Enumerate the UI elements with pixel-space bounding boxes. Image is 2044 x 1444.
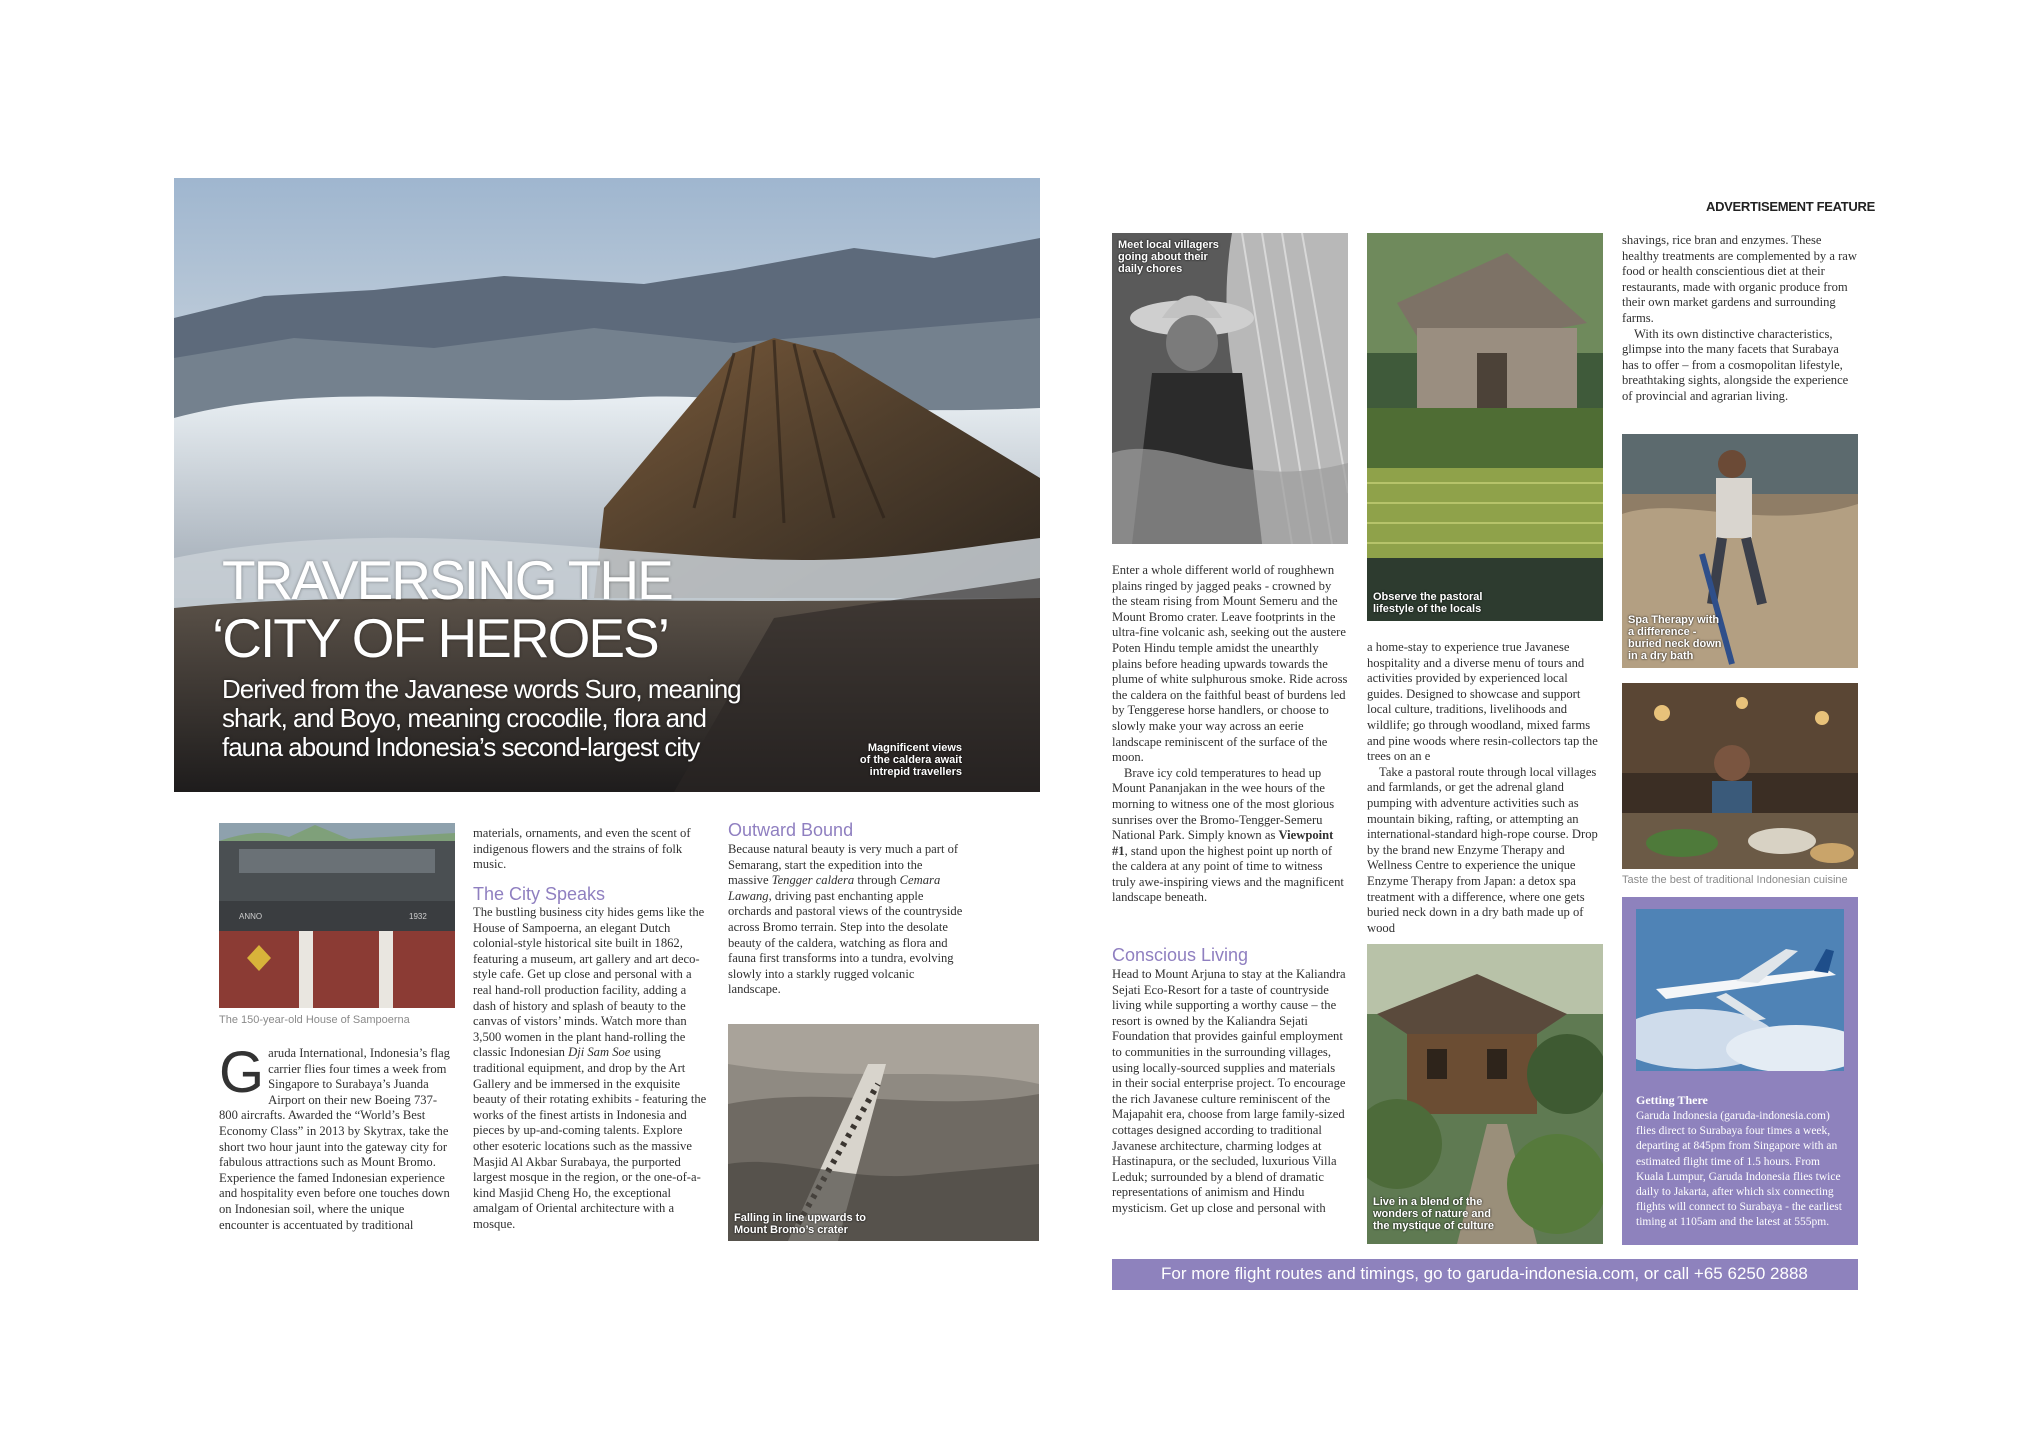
col4-paragraph-2 (1112, 766, 1348, 906)
hero-caption-line-3: intrepid travellers (869, 766, 962, 778)
hero-caption-line-2: of the caldera await (859, 754, 962, 766)
cottage-photo (1367, 944, 1603, 1244)
villager-caption-line-2: going about their (1118, 251, 1208, 263)
col3-italic-cemara: Cemara Lawang (728, 873, 941, 903)
col4-paragraph-3: Head to Mount Arjuna to stay at the Kaliandra Sejati Eco-Resort for a taste of countryside living while supporting a worthy cause – the resort is owned by the Kaliandra Sejati Foundation that provides gainful employment to communities in the surrounding villages, using locally-sourced supplies and materials in their social enterprise project. To encourage the rich Javanese culture reminiscent of the Majapahit era, choose from large family-sized cottages designed according to traditional Javanese architecture, charming lodges at Hastinapura, or the secluded, luxurious Villa Leduk; surrounded by a blend of dramatic representations of animism and Hindu mysticism. Get up close and personal with (1112, 967, 1346, 1215)
pastoral-caption-line-1: Observe the pastoral (1373, 591, 1483, 603)
hero-subtitle-line-3: fauna abound Indonesia’s second-largest city (222, 732, 700, 762)
cuisine-photo (1622, 683, 1858, 869)
col3-text-part-c: , driving past enchanting apple orchards and pastoral views of the countryside across Bromo terrain. Step into the desolate beauty of the caldera, watching as flora and fauna first transforms into a tundra, evolving slowly into a starkly rugged volcanic landscape. (728, 888, 963, 997)
footer-banner (1112, 1259, 1858, 1290)
pastoral-caption-line-2: lifestyle of the locals (1373, 603, 1482, 615)
crater-steps-photo (728, 1024, 1039, 1241)
sampoerna-year-left: ANNO (239, 912, 263, 921)
cottage-caption-line-1: Live in a blend of the (1373, 1196, 1483, 1208)
col2-text-part-a: The bustling business city hides gems like the House of Sampoerna, an elegant Dutch colonial-style historical site built in 1862, featuring a museum, art gallery and art deco-style cafe. Get up close and personal with a real hand-roll production facility, adding a dash of history and splash of beauty to the canvas of vistors’ minds. Watch more than 3,500 women in the plant hand-rolling the classic Indonesian (473, 905, 705, 1060)
getting-there-text: Garuda Indonesia (garuda-indonesia.com) flies direct to Surabaya four times a week, departing at 845pm from Singapore with an estimated flight time of 1.5 hours. From Kuala Lumpur, Garuda Indonesia flies twice daily to Jakarta, after which six connecting flights will connect to Surabaya - the earliest timing at 1105am and the latest at 555pm. (1636, 1110, 1842, 1229)
getting-there-title: Getting There (1636, 1093, 1708, 1107)
crater-caption-line-1: Falling in line upwards to (734, 1212, 867, 1224)
garuda-plane-photo (1636, 909, 1844, 1071)
sampoerna-year-right: 1932 (409, 912, 427, 921)
col1-article-text (219, 1040, 455, 1233)
hero-title-line-2: ‘CITY OF HEROES’ (212, 607, 668, 669)
cuisine-graphic (1622, 683, 1858, 869)
villager-photo (1112, 233, 1348, 544)
col6-paragraph-2: With its own distinctive characteristics, glimpse into the many facets that Surabaya has to offer – from a cosmopolitan lifestyle, breathtaking sights, alongside the experience of provincial and agrarian living. (1622, 326, 1849, 403)
col4-bold-viewpoint: Viewpoint #1 (1112, 828, 1334, 858)
cuisine-caption: Taste the best of traditional Indonesian cuisine (1622, 874, 1848, 886)
sampoerna-caption: The 150-year-old House of Sampoerna (219, 1014, 410, 1026)
hero-title-line-1: TRAVERSING THE (222, 549, 672, 611)
dropcap-letter: G (219, 1040, 265, 1105)
villager-caption (1118, 239, 1219, 275)
col5-paragraph-2: Take a pastoral route through local villages and farmlands, or get the adrenal gland pumping with adventure activities such as mountain biking, rafting, or attempting an international-standard high-rope course. Drop by the brand new Enzyme Therapy and Wellness Centre to experience the unique Enzyme Therapy from Japan: a detox spa treatment with a difference, where one gets buried neck down in a dry bath made up of wood (1367, 764, 1598, 935)
col2-intro-text: materials, ornaments, and even the scent of indigenous flowers and the strains of folk music. (473, 826, 691, 872)
hero-caption (858, 742, 962, 778)
heading-conscious-living: Conscious Living (1112, 945, 1249, 965)
col3-text-part-b: through (854, 873, 900, 888)
pastoral-caption (1373, 591, 1482, 615)
spa-caption-line-2: a difference - (1628, 626, 1697, 638)
plane-graphic (1636, 909, 1844, 1071)
heading-outward-bound: Outward Bound (728, 820, 854, 840)
spa-caption (1628, 614, 1722, 662)
col2-paragraph (473, 905, 709, 1232)
crater-caption-line-2: Mount Bromo’s crater (734, 1224, 848, 1236)
cottage-caption-line-2: wonders of nature and (1373, 1208, 1491, 1220)
villager-caption-line-1: Meet local villagers (1118, 239, 1219, 251)
col4-p2-part-b: , stand upon the highest point up north of the caldera at any point of time to witness truly awe-inspiring views and the magnificent landscape beneath. (1112, 843, 1344, 905)
col2-italic-dji-sam-soe: Dji Sam Soe (568, 1045, 631, 1060)
hero-subtitle-line-2: shark, and Boyo, meaning crocodile, flora and (222, 703, 706, 733)
footer-banner-text: For more flight routes and timings, go to garuda-indonesia.com, or call +65 6250 2888 (1161, 1264, 1808, 1283)
col3-paragraph (728, 842, 964, 998)
spa-caption-line-1: Spa Therapy with (1628, 614, 1720, 626)
col6-paragraph-1: shavings, rice bran and enzymes. These healthy treatments are complemented by a raw food or health conscientious diet at their restaurants, made with organic produce from their own market gardens and surrounding farms. (1622, 233, 1857, 325)
hero-caption-line-1: Magnificent views (867, 742, 962, 754)
hero-subtitle-line-1: Derived from the Javanese words Suro, meaning (222, 674, 741, 704)
col4-paragraph-1: Enter a whole different world of roughhewn plains ringed by jagged peaks - crowned by the steam rising from Mount Semeru and the Mount Bromo crater. Leave footprints in the ultra-fine volcanic ash, seeking out the austere Poten Hindu temple amidst the unearthly plains before heading upwards towards the plume of white sulphurous smoke. Ride across the caldera on the faithful beast of burdens led by Tenggerese horse handlers, or choose to slowly make your way across an eerie landscape reminiscent of the surface of the moon. (1112, 563, 1348, 765)
advertisement-feature-label: ADVERTISEMENT FEATURE (1706, 199, 1875, 214)
col3-text-part-a: Because natural beauty is very much a part of Semarang, start the expedition into the massive (728, 842, 959, 888)
crater-steps-graphic (728, 1024, 1039, 1241)
col6-text-block (1622, 233, 1858, 405)
cottage-caption-line-3: the mystique of culture (1373, 1220, 1495, 1232)
spa-photo (1622, 434, 1858, 668)
col5-paragraph-1: a home-stay to experience true Javanese hospitality and a diverse menu of tours and activities provided by experienced local guides. Designed to showcase and support local culture, traditions, livelihoods and wildlife; go through woodland, mixed farms and pine woods where resin-collectors tap the trees on an e (1367, 640, 1598, 764)
getting-there-box (1622, 897, 1858, 1245)
pastoral-photo (1367, 233, 1603, 621)
villager-caption-line-3: daily chores (1118, 263, 1183, 275)
col4-text-block-1 (1112, 563, 1348, 906)
pastoral-graphic (1367, 233, 1603, 621)
col1-paragraph: aruda International, Indonesia’s flag carrier flies four times a week from Singapore to Surabaya’s Juanda Airport on their new Boeing 737-800 aircrafts. Awarded the “World’s Best Economy Class” in 2013 by Skytrax, take the short two hour jaunt into the gateway city for fabulous attractions such as Mount Bromo. Experience the famed Indonesian experience and hospitality even before one touches down on Indonesian soil, where the unique encounter is accentuated by traditional (219, 1046, 450, 1232)
villager-graphic (1112, 233, 1348, 544)
col2-text-part-b: using traditional equipment, and drop by the Art Gallery and be immersed in the exquisite beauty of their rotating exhibits - featuring the works of the finest artists in Indonesia and pieces by up-and-coming talents. Explore other esoteric locations such as the massive Masjid Al Akbar Surabaya, the purported largest mosque in the region, or the one-of-a-kind Masjid Cheng Ho, the exceptional amalgam of Oriental architecture with a mosque. (473, 1045, 707, 1231)
sampoerna-photo (219, 823, 455, 1008)
heading-city-speaks: The City Speaks (473, 884, 606, 904)
spa-caption-line-3: buried neck down (1628, 638, 1722, 650)
crater-caption (734, 1212, 866, 1236)
col4-p2-part-a: Brave icy cold temperatures to head up Mount Pananjakan in the wee hours of the morning to witness one of the most glorious sunrises over the Bromo-Tengger-Semeru National Park. Simply known as (1112, 765, 1335, 843)
col5-text-block (1367, 640, 1603, 936)
cottage-caption (1373, 1196, 1494, 1232)
spa-caption-line-4: in a dry bath (1628, 650, 1694, 662)
col3-italic-tengger: Tengger caldera (771, 873, 855, 888)
